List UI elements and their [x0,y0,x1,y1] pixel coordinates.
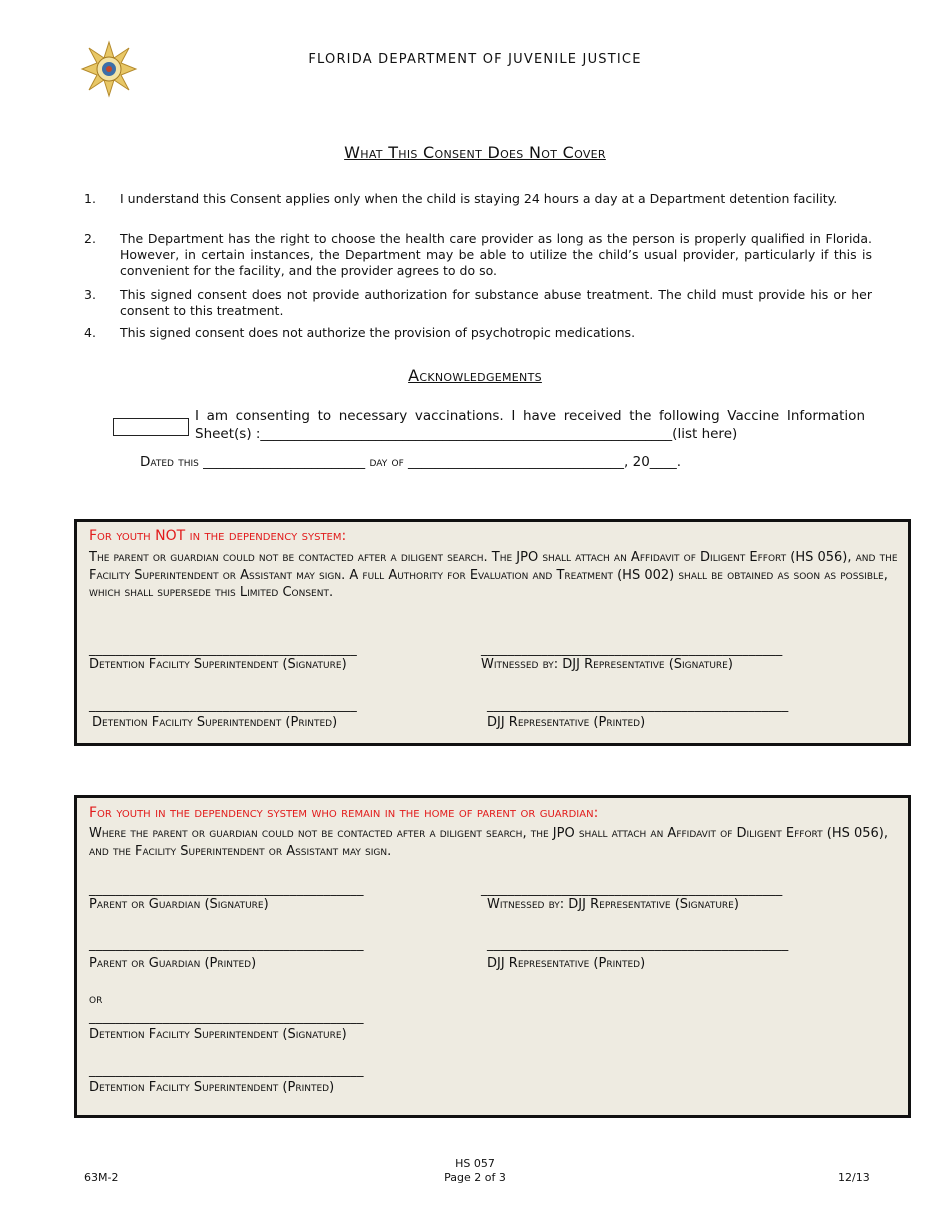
item-text: This signed consent does not authorize the provision of psychotropic medications. [120,325,636,340]
heading-not: NOT [155,528,186,544]
parent-printed-label: Parent or Guardian (Printed) [89,956,257,971]
parent-signature-field[interactable]: _________________________________________ [89,882,364,897]
superintendent-signature-label: Detention Facility Superintendent (Signature) [89,657,347,672]
footer-form-number: HS 057 [455,1157,495,1170]
rep-printed-label: DJJ Representative (Printed) [487,956,646,971]
superintendent-printed-label: Detention Facility Superintendent (Printed) [92,715,338,730]
item-number: 1. [84,191,96,206]
superintendent-printed-field[interactable]: ________________________________________ [89,698,357,713]
footer-revision-date: 12/13 [838,1171,870,1184]
superintendent-signature-field[interactable]: _________________________________________ [89,1010,364,1025]
footer-form-code: 63M-2 [84,1171,119,1184]
box-heading: For youth in the dependency system who remain in the home of parent or guardian: [89,805,599,821]
vaccine-sheets-field[interactable]: Sheet(s) :_____________________________________________________________(list here) [195,426,738,442]
item-text: I understand this Consent applies only when the child is staying 24 hours a day at a Department detention facility. [120,191,838,206]
item-number: 3. [84,287,96,302]
footer-page-number: Page 2 of 3 [444,1171,506,1184]
witness-signature-field[interactable]: _____________________________________________ [481,642,783,657]
vaccine-consent-text: I am consenting to necessary vaccinations. I have received the following Vaccine Information [195,408,865,424]
dept-star-seal-icon [80,40,138,98]
section-title-consent-scope: What This Consent Does Not Cover [344,143,606,162]
box-heading [89,528,346,544]
witness-signature-label: Witnessed by: DJJ Representative (Signature) [487,897,739,912]
witness-signature-field[interactable]: _____________________________________________ [481,882,783,897]
or-text: or [89,992,103,1007]
vaccine-initial-box[interactable] [113,418,189,436]
parent-printed-field[interactable]: _________________________________________ [89,937,364,952]
dependency-consent-box [74,795,911,1118]
section-title-acknowledgements: Acknowledgements [408,366,542,385]
witness-signature-label: Witnessed by: DJJ Representative (Signature) [481,657,733,672]
rep-printed-label: DJJ Representative (Printed) [487,715,646,730]
heading-prefix: For youth [89,528,156,544]
agency-name: FLORIDA DEPARTMENT OF JUVENILE JUSTICE [308,52,642,67]
superintendent-printed-field[interactable]: _________________________________________ [89,1063,364,1078]
item-text: This signed consent does not provide authorization for substance abuse treatment. The child must provide his or her consent to this treatment. [120,287,872,318]
rep-printed-field[interactable]: _____________________________________________ [487,698,789,713]
item-number: 2. [84,231,96,246]
parent-signature-label: Parent or Guardian (Signature) [89,897,269,912]
superintendent-signature-field[interactable]: ________________________________________ [89,642,357,657]
item-number: 4. [84,325,96,340]
box-instructions: The parent or guardian could not be contacted after a diligent search. The JPO shall attach an Affidavit of Diligent Effort (HS 056), and the Facility Superintendent or Assistant may sign. A full Authority for Evaluation and Treatment (HS 002) shall be obtained as soon as possible, which shall supersede this Limited Consent. [89,550,898,600]
non-dependency-consent-box [74,519,911,746]
rep-printed-field[interactable]: _____________________________________________ [487,937,789,952]
dated-line[interactable]: Dated this ________________________ day of ________________________________, 20____. [140,454,682,470]
superintendent-signature-label: Detention Facility Superintendent (Signature) [89,1027,347,1042]
box-instructions: Where the parent or guardian could not be contacted after a diligent search, the JPO shall attach an Affidavit of Diligent Effort (HS 056), and the Facility Superintendent or Assistant may sign. [89,826,889,859]
heading-suffix: in the dependency system: [185,528,347,544]
superintendent-printed-label: Detention Facility Superintendent (Printed) [89,1080,335,1095]
item-text: The Department has the right to choose the health care provider as long as the person is properly qualified in Florida. However, in certain instances, the Department may be able to utilize the child’s usual provider, particularly if this is convenient for the facility, and the provider agrees to do so. [120,231,872,278]
